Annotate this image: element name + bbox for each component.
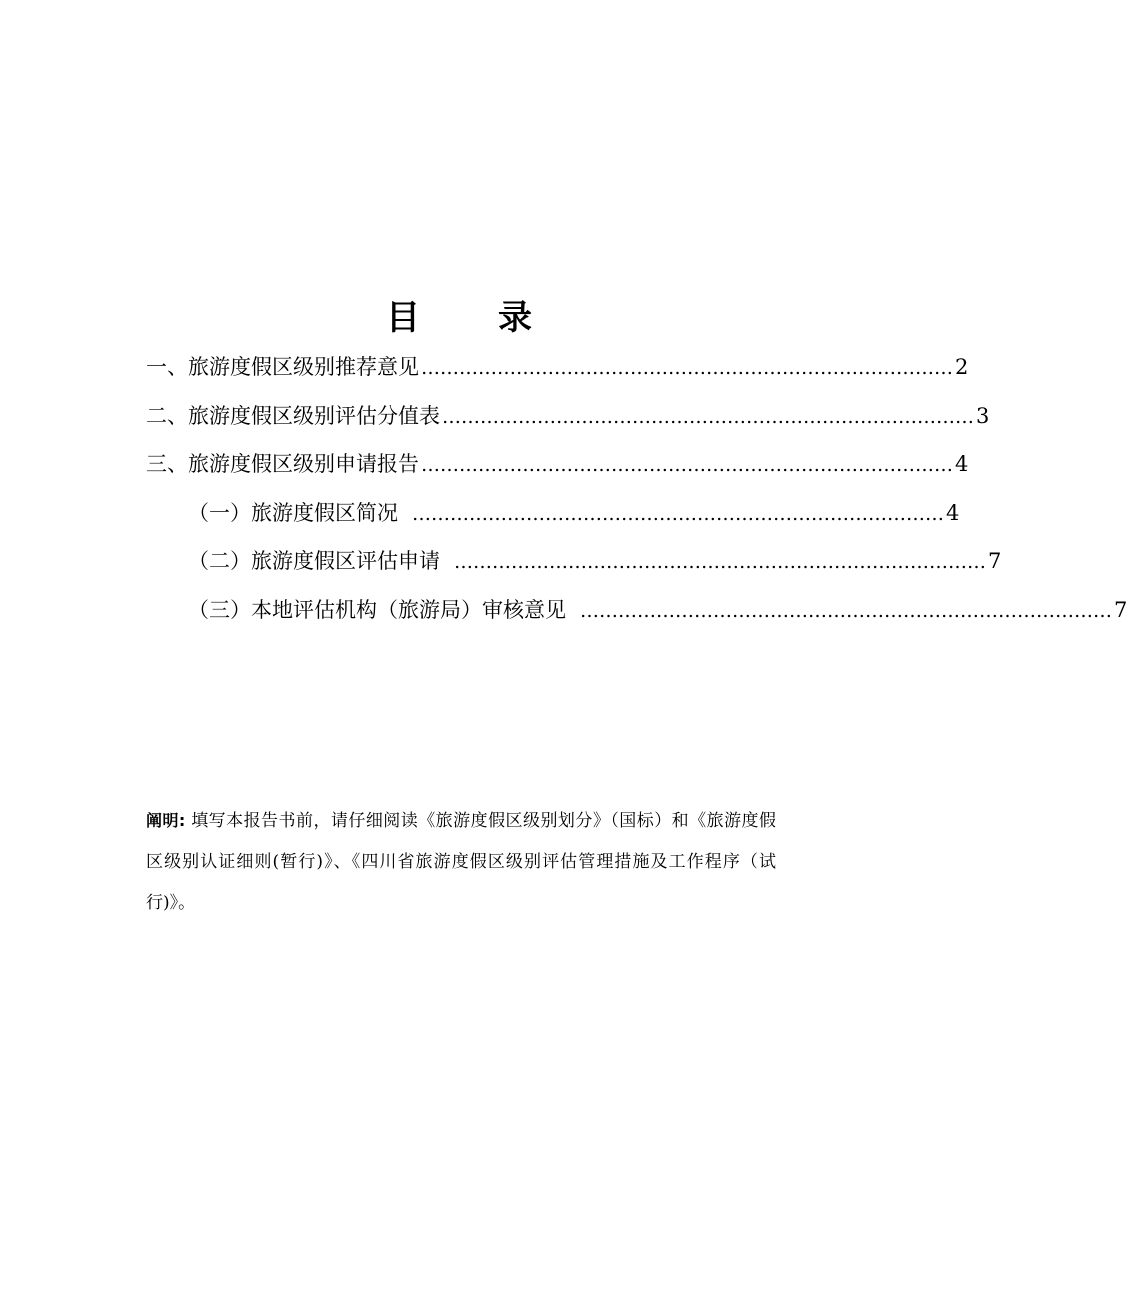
toc-dot-leader: …………………………………………………………………………: [454, 551, 986, 573]
toc-entry-page: 3: [976, 403, 990, 428]
toc-entry-label: （一）旅游度假区简况: [188, 500, 398, 525]
toc-title-char-2: 录: [498, 298, 532, 338]
toc-entry-label: 一、旅游度假区级别推荐意见: [146, 355, 419, 379]
toc-entry-application-report[interactable]: [146, 440, 969, 489]
toc-dot-leader: …………………………………………………………………………: [421, 454, 953, 476]
toc-entry-evaluation-request[interactable]: [146, 537, 1002, 586]
toc-title: [386, 294, 546, 342]
toc-entry-page: 7: [988, 549, 1002, 573]
toc-dot-leader: …………………………………………………………………………: [421, 357, 953, 379]
toc-entry-page: 2: [955, 355, 969, 379]
toc-dot-leader: …………………………………………………………………………: [412, 502, 944, 525]
toc-dot-leader: …………………………………………………………………………: [442, 405, 974, 428]
toc-entry-page: 4: [946, 500, 960, 525]
toc-list: [146, 343, 1127, 634]
toc-entry-page: 7: [1114, 597, 1127, 622]
toc-title-char-1: 目: [386, 298, 420, 338]
toc-entry-review-opinion[interactable]: [146, 586, 1127, 635]
toc-entry-label: （三）本地评估机构（旅游局）审核意见: [188, 597, 566, 622]
toc-dot-leader: …………………………………………………………………………: [580, 599, 1112, 622]
instruction-note: [146, 800, 776, 924]
toc-entry-score-table[interactable]: [146, 392, 990, 441]
note-text: 填写本报告书前，请仔细阅读《旅游度假区级别划分》（国标）和《旅游度假区级别认证细则(暂行)》、《四川省旅游度假区级别评估管理措施及工作程序（试行)》。: [146, 811, 776, 913]
note-label: 阐明:: [146, 811, 186, 830]
toc-entry-page: 4: [955, 452, 969, 476]
toc-entry-label: 三、旅游度假区级别申请报告: [146, 452, 419, 476]
toc-entry-label: 二、旅游度假区级别评估分值表: [146, 403, 440, 428]
toc-entry-label: （二）旅游度假区评估申请: [188, 549, 440, 573]
toc-entry-recommendation[interactable]: [146, 343, 969, 392]
toc-entry-overview[interactable]: [146, 489, 960, 538]
